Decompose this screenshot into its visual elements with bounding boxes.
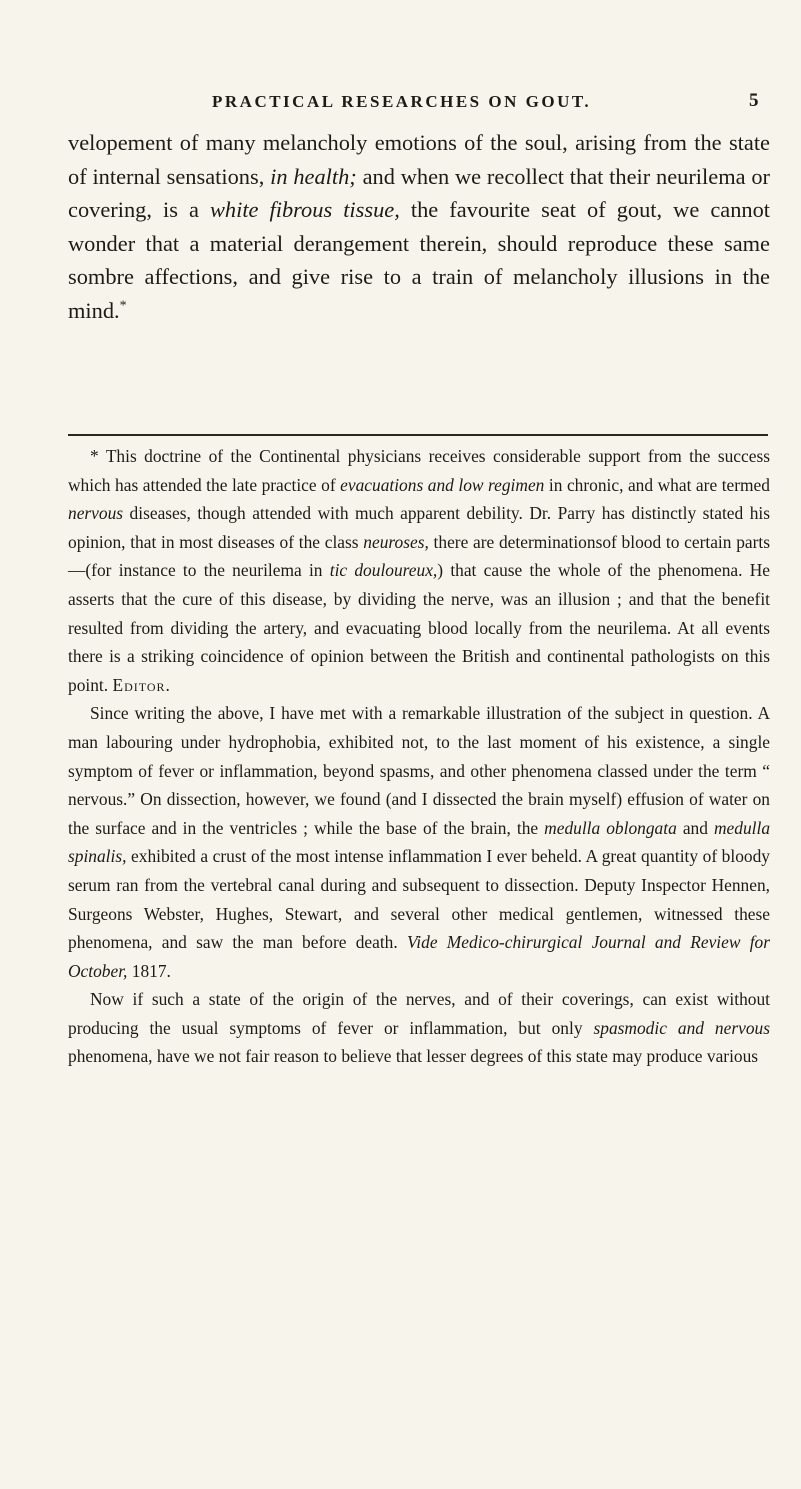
italic-run: white fibrous tissue, xyxy=(209,197,400,223)
running-head xyxy=(212,92,761,122)
text-run: Since writing the above, I have met with a remarkable illustration of the subject in question. A man labouring under hydrophobia, exhibited not, to the last moment of his existence, a single symptom of fever or inflammation, beyond spasms, and other phenomena classed under the term “ nervous.” On dissection, however, we found (and I dissected the brain myself) effusion of water on the surface and in the ventricles ; while the base of the brain, the xyxy=(68,703,770,838)
footnote-paragraph xyxy=(68,985,770,1071)
text-run: in chronic, and what are termed xyxy=(544,474,770,495)
footnotes xyxy=(68,442,770,1071)
footnote-paragraph xyxy=(68,699,770,985)
text-run: ) that cause the whole of the phenomena. He asserts that the cure of this disease, by dividing the nerve, was an illusion ; and that the benefit resulted from dividing the artery, and evacuating blood locally from the neurilema. At all events there is a striking coincidence of opinion between the British and continental pathologists on this point. xyxy=(68,560,770,695)
main-paragraph xyxy=(68,126,770,328)
text-run: phenomena, have we not fair reason to believe that lesser degrees of this state may produce various xyxy=(68,1046,759,1067)
editor-signature: Editor. xyxy=(112,674,171,695)
italic-run: medulla oblongata xyxy=(544,817,677,838)
text-run: and xyxy=(676,817,714,838)
text-run: velopement of many melancholy emotions of the soul, arising from the state of internal sensations, xyxy=(68,130,770,189)
text-run: the favourite seat of gout, we cannot wonder that a material derangement therein, should reproduce these same sombre affections, and give rise to a train of melancholy illusions in the mind. xyxy=(68,197,770,323)
footnote-rule xyxy=(68,434,768,436)
italic-run: tic douloureux, xyxy=(329,560,438,581)
footnote-paragraph xyxy=(68,442,770,699)
italic-run: Vide Medico-chirurgical Journal and Review for October, xyxy=(68,932,770,981)
italic-run: neuroses, xyxy=(363,531,429,552)
italic-run: nervous xyxy=(68,503,124,524)
text-run: there are determinationsof blood to certain parts—(for instance to the neurilema in xyxy=(68,531,770,581)
text-run: Now if such a state of the origin of the nerves, and of their coverings, can exist without producing the usual symptoms of fever or inflammation, but only xyxy=(68,989,770,1038)
italic-run: medulla spinalis, xyxy=(68,817,771,867)
footnote-marker: * xyxy=(119,298,127,314)
italic-run: spasmodic and nervous xyxy=(593,1017,770,1038)
italic-run: in health; xyxy=(270,163,357,189)
text-run: 1817. xyxy=(127,960,171,981)
text-run: diseases, though attended with much apparent debility. Dr. Parry has distinctly stated his opinion, that in most diseases of the class xyxy=(68,503,770,552)
text-run: and when we recollect that their neurilema or covering, is a xyxy=(68,163,771,223)
page-number: 5 xyxy=(749,90,761,111)
running-head-title: PRACTICAL RESEARCHES ON GOUT. xyxy=(212,92,592,111)
text-run: exhibited a crust of the most intense inflammation I ever beheld. A great quantity of bloody serum ran from the vertebral canal during and subsequent to dissection. Deputy Inspector Hennen, Surgeons Webster, Hughes, Stewart, and several other medical gentlemen, witnessed these phenomena, and saw the man before death. xyxy=(68,846,770,953)
italic-run: evacuations and low regimen xyxy=(340,474,545,495)
text-run: * This doctrine of the Continental physicians receives considerable support from the success which has attended the late practice of xyxy=(68,446,770,495)
main-text xyxy=(68,126,770,328)
